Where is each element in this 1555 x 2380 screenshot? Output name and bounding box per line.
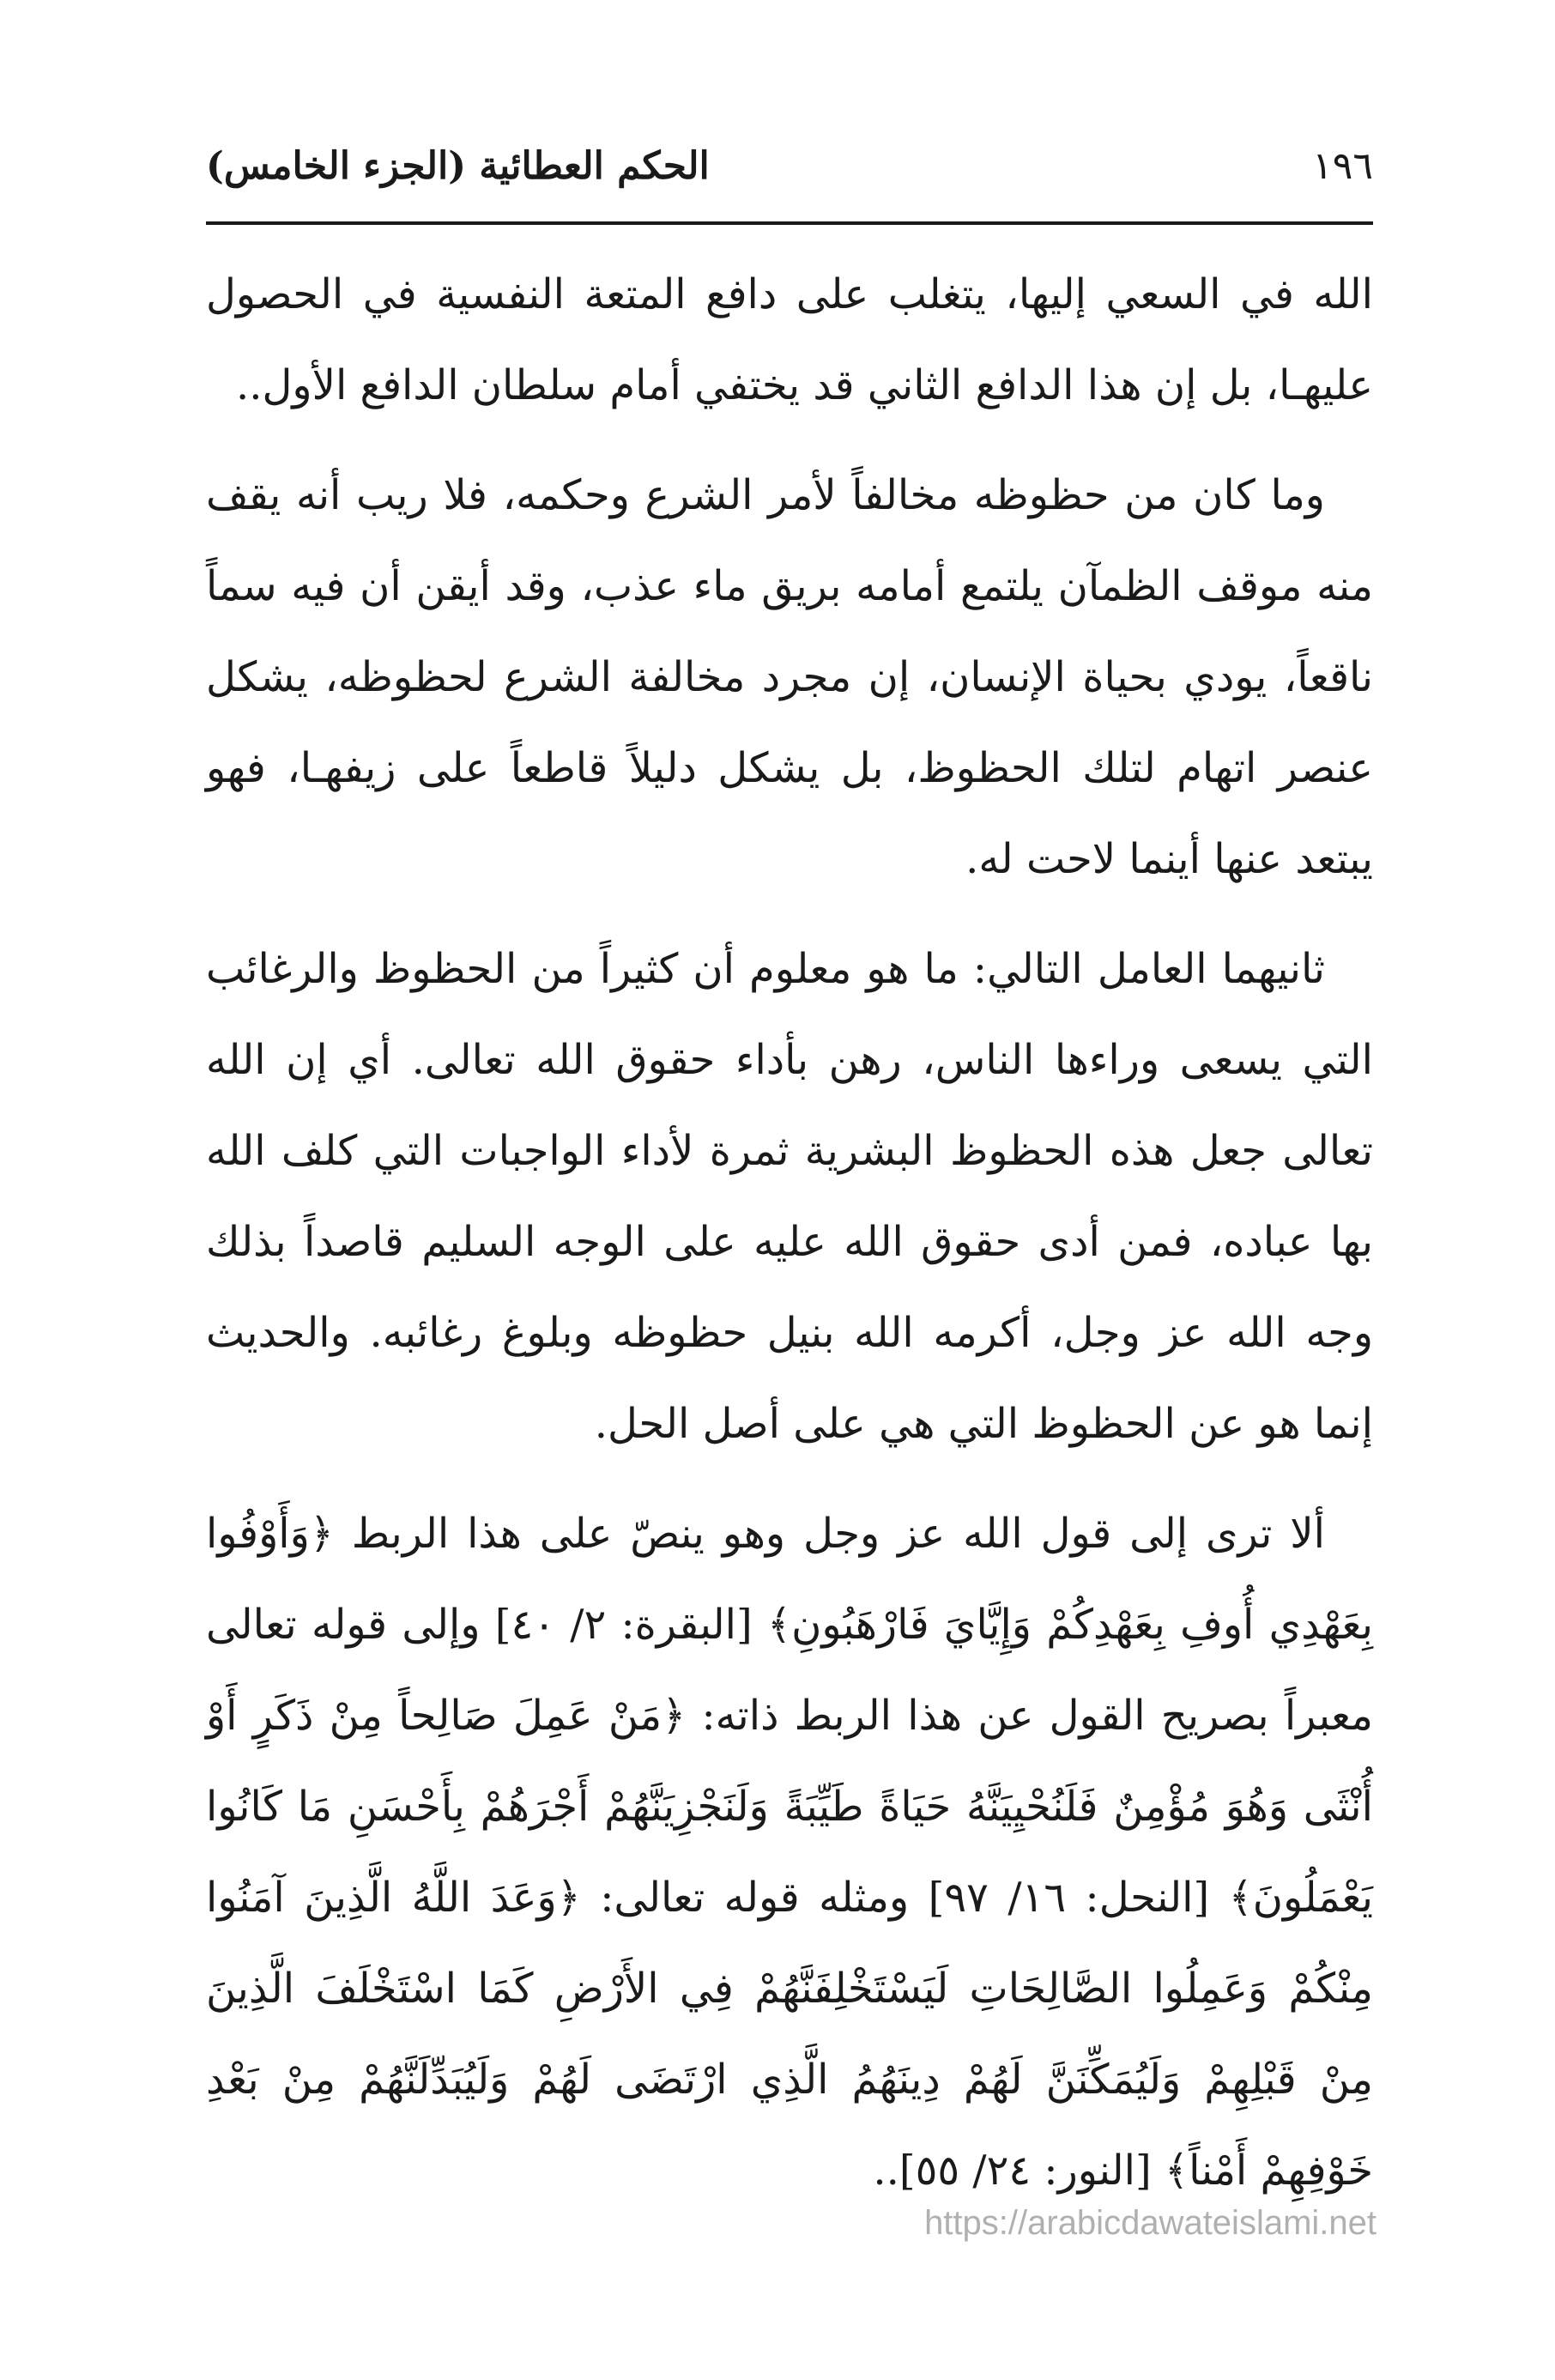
- page-number: ١٩٦: [1312, 144, 1373, 188]
- header-divider: [206, 221, 1373, 225]
- running-title: الحكم العطائية (الجزء الخامس): [206, 144, 710, 188]
- body-text: [206, 249, 1373, 2235]
- paragraph-forbidden-desires: وما كان من حظوظه مخالفاً لأمر الشرع وحكمه، فلا ريب أنه يقف منه موقف الظمآن يلتمع أمامه بريق ماء عذب، وقد أيقن أن فيه سماً ناقعاً، يودي بحياة الإنسان، إن مجرد مخالفة الشرع لحظوظه، يشكل عنصر اتهام لتلك الحظوظ، بل يشكل دليلاً قاطعاً على زيفهـا، فهو يبتعد عنها أينما لاحت له.: [206, 471, 1374, 883]
- running-header: [206, 144, 1373, 209]
- paragraph-continuation: الله في السعي إليها، يتغلب على دافع المتعة النفسية في الحصول عليهـا، بل إن هذا الدافع الثاني قد يختفي أمام سلطان الدافع الأول..: [206, 270, 1374, 409]
- paragraph-quran-verses: ألا ترى إلى قول الله عز وجل وهو ينصّ على هذا الربط ﴿وَأَوْفُوا بِعَهْدِي أُوفِ بِعَهْدِكُمْ وَإِيَّايَ فَارْهَبُونِ﴾ [البقرة: ٢/ ٤٠] وإلى قوله تعالى معبراً بصريح القول عن هذا الربط ذاته: ﴿مَنْ عَمِلَ صَالِحاً مِنْ ذَكَرٍ أَوْ أُنْثَى وَهُوَ مُؤْمِنٌ فَلَنُحْيِيَنَّهُ حَيَاةً طَيِّبَةً وَلَنَجْزِيَنَّهُمْ أَجْرَهُمْ بِأَحْسَنِ مَا كَانُوا يَعْمَلُونَ﴾ [النحل: ١٦/ ٩٧] ومثله قوله تعالى: ﴿وَعَدَ اللَّهُ الَّذِينَ آمَنُوا مِنْكُمْ وَعَمِلُوا الصَّالِحَاتِ لَيَسْتَخْلِفَنَّهُمْ فِي الأَرْضِ كَمَا اسْتَخْلَفَ الَّذِينَ مِنْ قَبْلِهِمْ وَلَيُمَكِّنَنَّ لَهُمْ دِينَهُمُ الَّذِي ارْتَضَى لَهُمْ وَلَيُبَدِّلَنَّهُمْ مِنْ بَعْدِ خَوْفِهِمْ أَمْناً﴾ [النور: ٢٤/ ٥٥]..: [206, 1510, 1374, 2195]
- paragraph-second-factor: ثانيهما العامل التالي: ما هو معلوم أن كثيراً من الحظوظ والرغائب التي يسعى وراءها الناس، رهن بأداء حقوق الله تعالى. أي إن الله تعالى جعل هذه الحظوظ البشرية ثمرة لأداء الواجبات التي كلف الله بها عباده، فمن أدى حقوق الله عليه على الوجه السليم قاصداً بذلك وجه الله عز وجل، أكرمه الله بنيل حظوظه وبلوغ رغائبه. والحديث إنما هو عن الحظوظ التي هي على أصل الحل.: [206, 945, 1374, 1448]
- watermark-url: https://arabicdawateislami.net: [924, 2204, 1377, 2242]
